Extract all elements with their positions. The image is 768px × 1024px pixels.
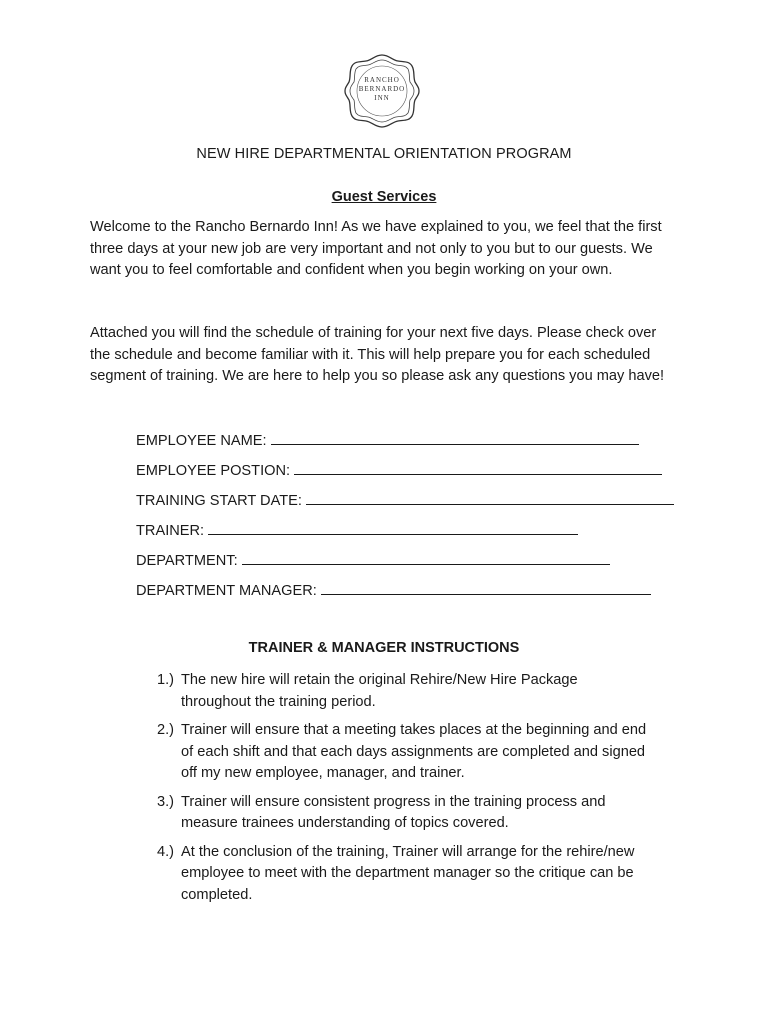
item-text: At the conclusion of the training, Trainer will arrange for the rehire/new employee to meet with the department manager so the critique can be completed. <box>181 843 635 903</box>
field-label: DEPARTMENT MANAGER: <box>136 583 317 599</box>
item-text: Trainer will ensure consistent progress in the training process and measure trainees understanding of topics covered. <box>181 793 606 831</box>
program-title: NEW HIRE DEPARTMENTAL ORIENTATION PROGRAM <box>196 146 572 162</box>
department-manager-blank[interactable] <box>321 579 651 595</box>
welcome-paragraph: Welcome to the Rancho Bernardo Inn! As we have explained to you, we feel that the first three days at your new job are very important and not only to you but to our guests. We want you to feel comfortable and confident when you begin working on your own. <box>90 219 662 278</box>
employee-name-blank[interactable] <box>271 429 639 445</box>
field-label: EMPLOYEE POSTION: <box>136 463 291 479</box>
field-label: TRAINING START DATE: <box>136 493 302 509</box>
item-number: 3.) <box>157 793 175 810</box>
trainer-blank[interactable] <box>208 519 578 535</box>
item-text: The new hire will retain the original Rehire/New Hire Package throughout the training period. <box>181 672 578 710</box>
logo-line: INN <box>374 94 390 102</box>
item-number: 1.) <box>157 672 175 688</box>
item-text: Trainer will ensure that a meeting takes places at the beginning and end of each shift and that each days assignments are completed and signed off my new employee, manager, and trainer. <box>181 722 647 781</box>
logo-line: RANCHO <box>364 76 400 84</box>
list-item <box>157 670 647 713</box>
department-manager-field[interactable] <box>136 579 696 609</box>
employee-position-blank[interactable] <box>294 459 662 475</box>
section-title: Guest Services <box>331 189 437 205</box>
department-blank[interactable] <box>242 549 610 565</box>
instructions-list <box>157 670 647 913</box>
item-number: 2.) <box>157 722 175 738</box>
field-label: DEPARTMENT: <box>136 553 238 569</box>
employee-position-field[interactable] <box>136 459 696 489</box>
instructions-title: TRAINER & MANAGER INSTRUCTIONS <box>248 640 520 656</box>
training-start-date-blank[interactable] <box>306 489 674 505</box>
field-label: EMPLOYEE NAME: <box>136 433 267 449</box>
schedule-paragraph: Attached you will find the schedule of training for your next five days. Please check over the schedule and become familiar with it. This will help prepare you for each scheduled segment of training. We are here to help you so please ask any questions you may have! <box>90 325 665 384</box>
department-field[interactable] <box>136 549 696 579</box>
list-item <box>157 792 647 835</box>
logo-line: BERNARDO <box>358 85 406 93</box>
trainer-field[interactable] <box>136 519 696 549</box>
training-start-date-field[interactable] <box>136 489 696 519</box>
list-item <box>157 842 647 907</box>
field-label: TRAINER: <box>136 523 205 539</box>
employee-name-field[interactable] <box>136 429 696 459</box>
employee-fields <box>136 429 696 609</box>
list-item <box>157 720 647 785</box>
logo-text <box>343 76 421 103</box>
item-number: 4.) <box>157 843 175 860</box>
